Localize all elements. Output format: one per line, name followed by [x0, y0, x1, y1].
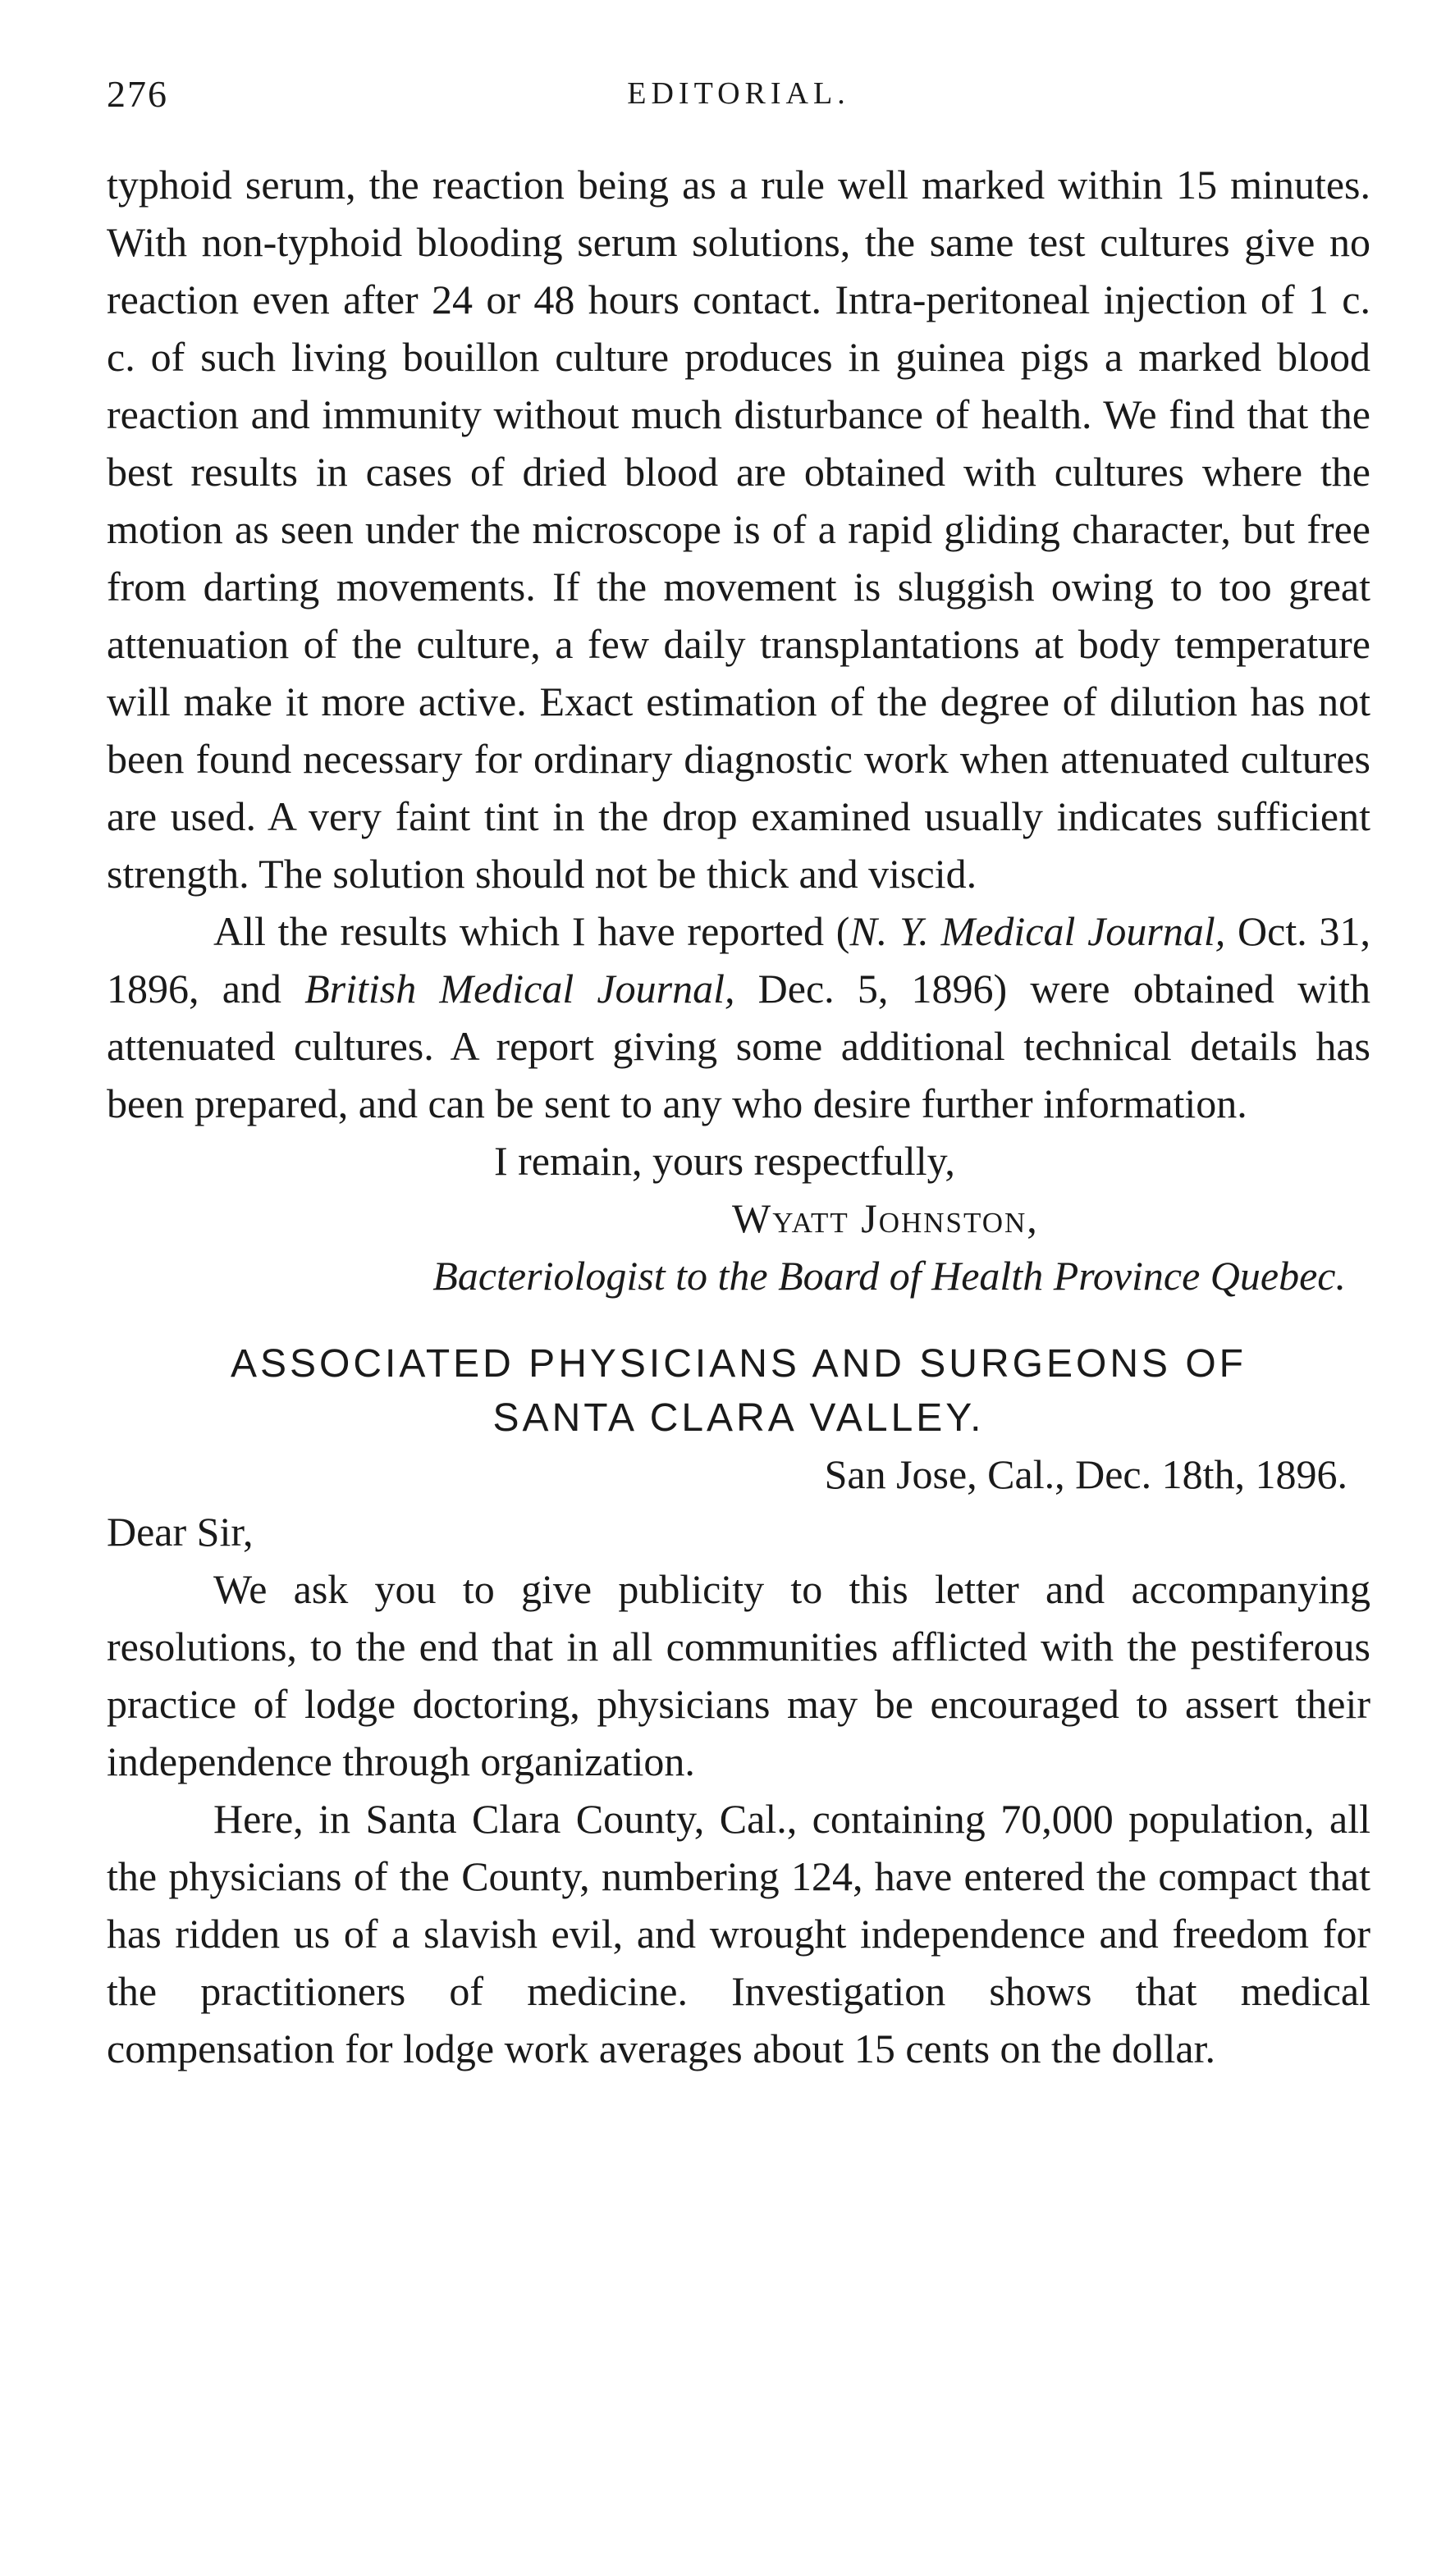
citation-british-medical-journal: British Medical Journal, — [304, 966, 735, 1012]
page-body — [107, 156, 1370, 2077]
section-heading-line-1: ASSOCIATED PHYSICIANS AND SURGEONS OF — [231, 1342, 1247, 1386]
letter2-salutation: Dear Sir, — [107, 1509, 254, 1555]
page-header — [107, 0, 1370, 156]
section-heading-line-2: SANTA CLARA VALLEY. — [492, 1396, 985, 1440]
letter2-dateline: San Jose, Cal., Dec. 18th, 1896. — [824, 1451, 1347, 1497]
section-heading — [107, 1337, 1370, 1446]
letter1-paragraph-1: typhoid serum, the reaction being as a rule well marked within 15 minutes. With non-typhoid blooding serum solutions, the same test cultures give no reaction even after 24 or 48 hours contact. Intra-peritoneal injection of 1 c. c. of such living bouillon culture produces in guinea pigs a marked blood reaction and immunity without much disturbance of health. We find that the best results in cases of dried blood are obtained with cultures where the motion as seen under the microscope is of a rapid gliding character, but free from darting movements. If the movement is sluggish owing to too great attenuation of the culture, a few daily transplantations at body temperature will make it more active. Exact estimation of the degree of dilution has not been found necessary for ordinary diagnostic work when attenuated cultures are used. A very faint tint in the drop examined usually indicates sufficient strength. The solution should not be thick and viscid. — [107, 162, 1370, 897]
letter2-paragraph-2: Here, in Santa Clara County, Cal., containing 70,000 population, all the physicians of the County, numbering 124, have entered the compact that has ridden us of a slavish evil, and wrought independence and freedom for the practitioners of medicine. Investigation shows that medical compensation for lodge work averages about 15 cents on the dollar. — [107, 1796, 1370, 2071]
page-number: 276 — [107, 73, 168, 115]
document-page — [107, 0, 1370, 2576]
letter1-paragraph-2 — [107, 902, 1370, 1132]
letter1-author-title: Bacteriologist to the Board of Health Province Quebec. — [432, 1253, 1346, 1299]
letter1-paragraph-2-end: Dec. 5, 1896) were obtained with attenuated cultures. A report giving some additional technical details has been prepared, and can be sent to any who desire further information. — [107, 966, 1370, 1126]
letter1-paragraph-2-mid: Oct. 31, 1896, and — [107, 908, 1370, 1012]
letter1-paragraph-2-start: All the results which I have reported ( — [213, 908, 850, 954]
citation-ny-medical-journal: N. Y. Medical Journal, — [849, 908, 1226, 954]
letter1-closing: I remain, yours respectfully, — [494, 1138, 955, 1184]
letter1-signature: Wyatt Johnston, — [732, 1195, 1039, 1241]
letter2-paragraph-1: We ask you to give publicity to this letter and accompanying resolutions, to the end that in all communities afflicted with the pestiferous practice of lodge doctoring, physicians may be encouraged to assert their independence through organization. — [107, 1566, 1370, 1784]
running-head: EDITORIAL. — [627, 76, 850, 111]
